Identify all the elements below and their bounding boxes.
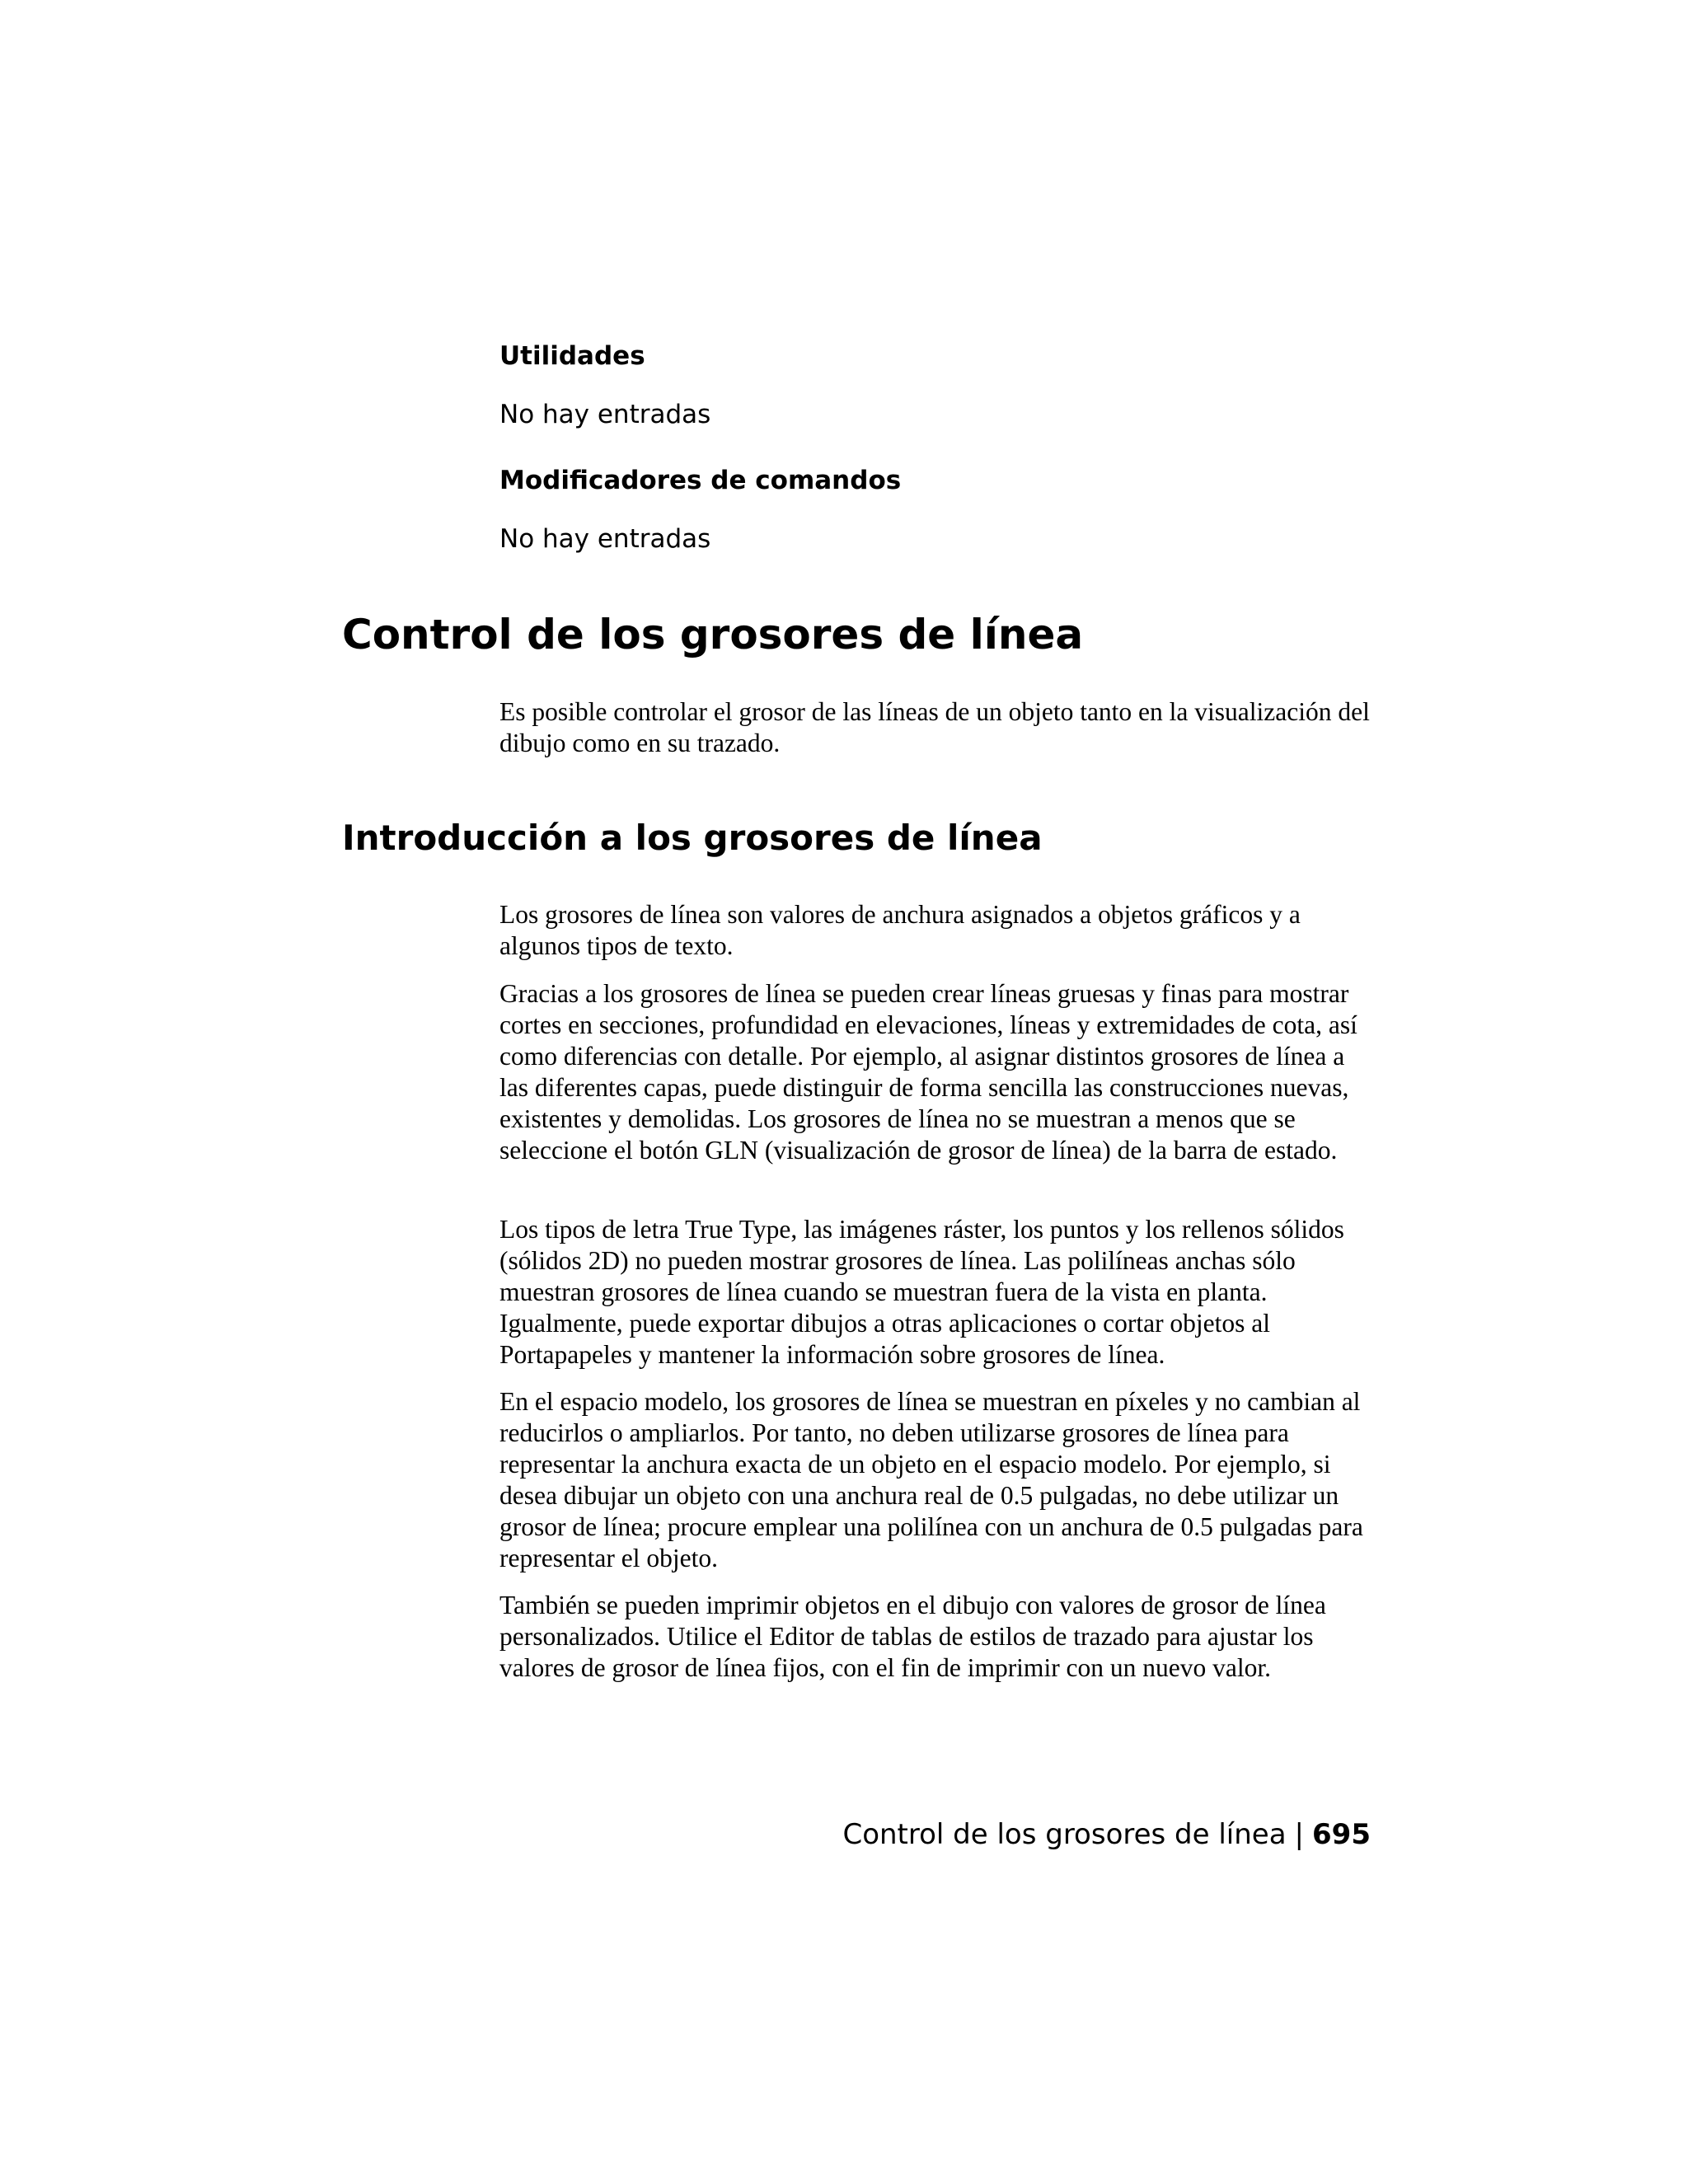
modificadores-text: No hay entradas [499,524,711,554]
page-number: 695 [1312,1818,1371,1851]
footer-separator: | [1294,1818,1305,1851]
page-footer [842,1816,1371,1853]
paragraph-1: Los grosores de línea son valores de anchura asignados a objetos gráficos y a algunos tipos de texto. [499,900,1301,960]
sub-heading: Introducción a los grosores de línea [342,818,1043,858]
utilidades-text: No hay entradas [499,400,711,429]
modificadores-heading: Modificadores de comandos [499,466,902,495]
paragraph-2: Gracias a los grosores de línea se pueden crear líneas gruesas y finas para mostrar cortes en secciones, profundidad en elevaciones, líneas y extremidades de cota, así como diferencias con detalle. Por ejemplo, al asignar distintos grosores de línea a las diferentes capas, puede distinguir de forma sencilla las construcciones nuevas, existentes y demolidas. Los grosores de línea no se muestran a menos que se seleccione el botón GLN (visualización de grosor de línea) de la barra de estado. [499,979,1357,1165]
footer-title: Control de los grosores de línea [842,1818,1287,1851]
paragraph-3: Los tipos de letra True Type, las imágenes ráster, los puntos y los rellenos sólidos (sólidos 2D) no pueden mostrar grosores de línea. Las polilíneas anchas sólo muestran grosores de línea cuando se muestran fuera de la vista en planta. Igualmente, puede exportar dibujos a otras aplicaciones o cortar objetos al Portapapeles y mantener la información sobre grosores de línea. [499,1215,1344,1369]
utilidades-heading: Utilidades [499,341,645,371]
paragraph-5: También se pueden imprimir objetos en el dibujo con valores de grosor de línea personalizados. Utilice el Editor de tablas de estilos de trazado para ajustar los valores de grosor de línea fijos, con el fin de imprimir con un nuevo valor. [499,1591,1326,1682]
intro-paragraph: Es posible controlar el grosor de las líneas de un objeto tanto en la visualización del dibujo como en su trazado. [499,697,1370,757]
paragraph-4: En el espacio modelo, los grosores de línea se muestran en píxeles y no cambian al reducirlos o ampliarlos. Por tanto, no deben utilizarse grosores de línea para representar la anchura exacta de un objeto en el espacio modelo. Por ejemplo, si desea dibujar un objeto con una anchura real de 0.5 pulgadas, no debe utilizar un grosor de línea; procure emplear una polilínea con un anchura de 0.5 pulgadas para representar el objeto. [499,1387,1363,1572]
main-heading: Control de los grosores de línea [342,611,1084,658]
